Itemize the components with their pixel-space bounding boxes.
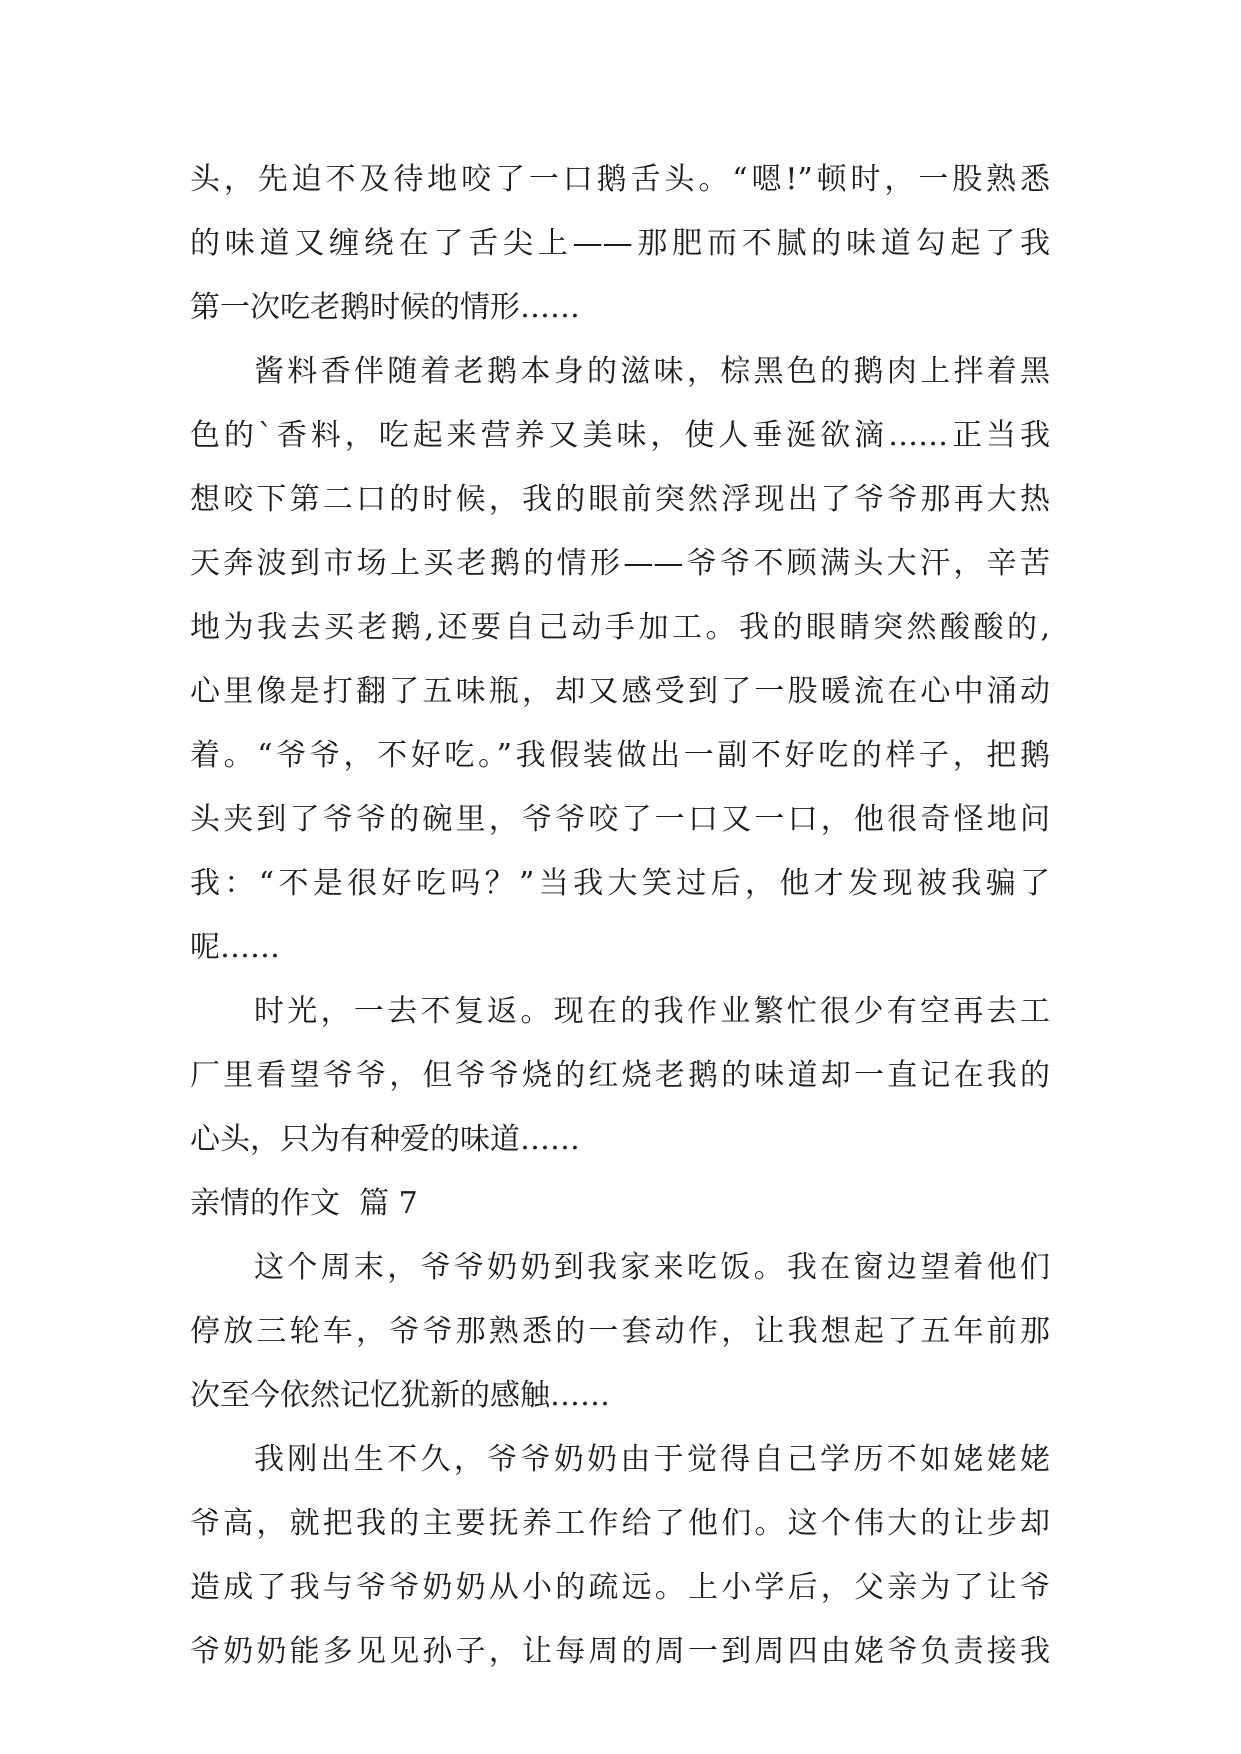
text-line: 我：“不是很好吃吗？”当我大笑过后，他才发现被我骗了 [190,866,1050,901]
text-line: 的味道又缠绕在了舌尖上——那肥而不腻的味道勾起了我 [190,226,1050,261]
paragraph [190,148,1050,340]
text-line: 我刚出生不久，爷爷奶奶由于觉得自己学历不如姥姥姥 [254,1442,1050,1477]
text-line: 时光，一去不复返。现在的我作业繁忙很少有空再去工 [254,994,1050,1029]
text-line: 造成了我与爷爷奶奶从小的疏远。上小学后，父亲为了让爷 [190,1570,1050,1605]
text-line: 酱料香伴随着老鹅本身的滋味，棕黑色的鹅肉上拌着黑 [254,354,1050,389]
text-line: 天奔波到市场上买老鹅的情形——爷爷不顾满头大汗，辛苦 [190,546,1050,581]
text-line: 第一次吃老鹅时候的情形…… [190,290,580,325]
paragraph [190,1428,1050,1684]
text-line: 头夹到了爷爷的碗里，爷爷咬了一口又一口，他很奇怪地问 [190,802,1050,837]
section-heading: 亲情的作文 篇 7 [190,1186,418,1221]
paragraph [190,1236,1050,1428]
paragraph [190,340,1050,980]
paragraph [190,980,1050,1172]
text-line: 停放三轮车，爷爷那熟悉的一套动作，让我想起了五年前那 [190,1314,1050,1349]
text-line: 这个周末，爷爷奶奶到我家来吃饭。我在窗边望着他们 [254,1250,1050,1285]
document-body [190,148,1050,1684]
text-line: 头，先迫不及待地咬了一口鹅舌头。“嗯!”顿时，一股熟悉 [190,162,1050,197]
text-line: 呢…… [190,930,280,965]
text-line: 心里像是打翻了五味瓶，却又感受到了一股暖流在心中涌动 [190,674,1050,709]
text-line: 次至今依然记忆犹新的感触…… [190,1378,610,1413]
text-line: 厂里看望爷爷，但爷爷烧的红烧老鹅的味道却一直记在我的 [190,1058,1050,1093]
text-line: 地为我去买老鹅,还要自己动手加工。我的眼睛突然酸酸的, [190,610,1050,645]
text-line: 爷高，就把我的主要抚养工作给了他们。这个伟大的让步却 [190,1506,1050,1541]
text-line: 心头，只为有种爱的味道…… [190,1122,580,1157]
text-line: 着。“爷爷，不好吃。”我假装做出一副不好吃的样子，把鹅 [190,738,1050,773]
text-line: 色的`香料，吃起来营养又美味，使人垂涎欲滴……正当我 [190,418,1050,453]
text-line: 爷奶奶能多见见孙子，让每周的周一到周四由姥爷负责接我 [190,1634,1050,1669]
text-line: 想咬下第二口的时候，我的眼前突然浮现出了爷爷那再大热 [190,482,1050,517]
